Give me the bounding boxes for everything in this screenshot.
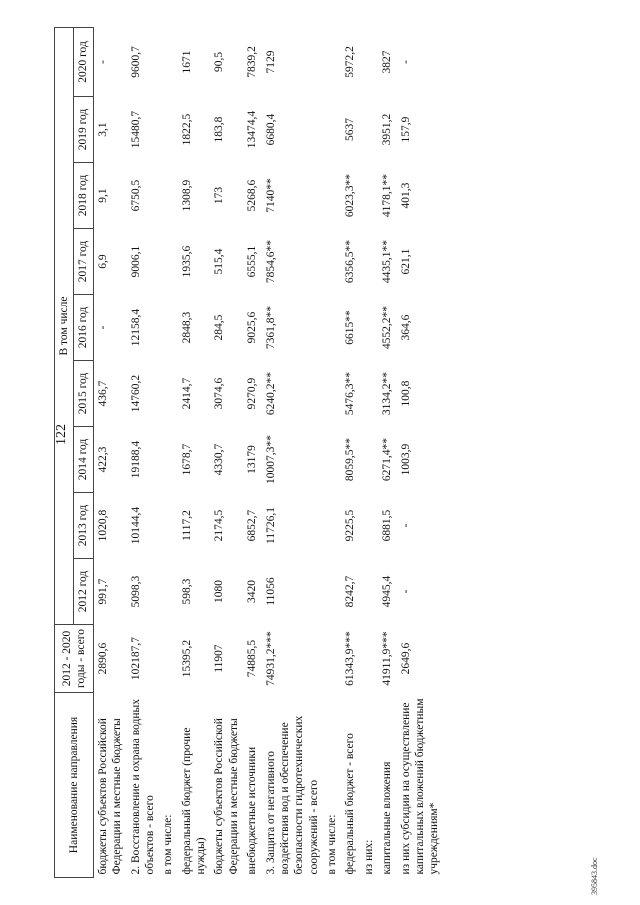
table-cell: 5268,6 [246, 179, 259, 212]
row-label: из них: [362, 839, 375, 875]
table-cell: 7854,6** [264, 239, 277, 284]
table-cell: 7129 [264, 50, 277, 74]
table-cell: 9,1 [96, 188, 109, 203]
table-cell: 3420 [246, 580, 259, 603]
table-cell [159, 163, 177, 229]
table-cell: 6680,4 [264, 113, 277, 146]
table-cell: 14760,2 [129, 374, 142, 413]
table-cell: 4435,1** [381, 239, 394, 284]
table-cell: 401,3 [399, 182, 412, 209]
row-label: бюджеты субъектов Российской Федерации и местные бюджеты [213, 718, 240, 875]
table-cell: - [399, 60, 412, 64]
document-code: 395843.doc [590, 857, 599, 895]
table-cell: 9025,6 [246, 311, 259, 344]
table-cell: 515,4 [213, 248, 226, 275]
table-cell: 6,9 [96, 254, 109, 269]
table-cell: 3074,6 [213, 377, 226, 410]
row-label: федеральный бюджет (прочие нужды) [180, 727, 207, 875]
table-cell: 2414,7 [180, 377, 193, 410]
table-cell [360, 493, 378, 559]
year-header-cell: 2013 год [74, 493, 93, 559]
year-header-cell: 2012 год [74, 559, 93, 625]
row-total: 102187,7 [129, 636, 142, 681]
rotated-table-container [54, 28, 594, 878]
row-total: 61343,9*** [344, 631, 357, 686]
table-cell: 6881,5 [381, 509, 394, 542]
table-cell [360, 97, 378, 163]
table-cell: 6750,5 [129, 179, 142, 212]
table-cell [159, 559, 177, 625]
table-cell: - [96, 325, 109, 330]
table-cell: 2848,3 [180, 311, 193, 344]
table-cell: 9270,9 [246, 377, 259, 410]
table-cell: 1080 [213, 580, 226, 603]
table-cell [360, 229, 378, 295]
table-cell: 8059,5** [344, 437, 357, 482]
table-header [55, 27, 94, 877]
table-cell [323, 163, 341, 229]
table-cell [159, 229, 177, 295]
table-cell [159, 27, 177, 96]
year-header-cell: 2017 год [74, 229, 93, 295]
table-row [210, 27, 243, 877]
table-cell: 11056 [264, 577, 277, 606]
table-cell [159, 361, 177, 427]
table-cell: - [399, 523, 412, 528]
table-cell: 5476,3** [344, 371, 357, 416]
table-cell: 4945,4 [381, 575, 394, 608]
table-cell: 157,9 [399, 116, 412, 143]
table-cell [360, 295, 378, 361]
table-row [323, 27, 341, 877]
table-cell: 19188,4 [129, 440, 142, 479]
table-cell: 5972,2 [344, 46, 357, 78]
table-cell: 173 [213, 186, 226, 205]
table-cell [159, 493, 177, 559]
table-cell: 621,1 [399, 248, 412, 275]
funding-table [54, 27, 444, 878]
table-cell [323, 27, 341, 96]
year-header-cell: 2018 год [74, 163, 93, 229]
table-cell: 8242,7 [344, 575, 357, 608]
table-cell: 3134,2** [381, 371, 394, 416]
row-total [360, 625, 378, 693]
row-label: в том числе: [162, 814, 175, 875]
table-cell: 436,7 [96, 380, 109, 407]
table-cell: 7839,2 [246, 46, 259, 78]
row-label: бюджеты субъектов Российской Федерации и местные бюджеты [96, 718, 124, 875]
table-cell [159, 97, 177, 163]
table-cell: 3951,2 [381, 113, 394, 146]
table-cell: 2174,5 [213, 509, 226, 542]
table-cell [360, 27, 378, 96]
page-number: 122 [54, 424, 69, 445]
table-row [127, 27, 160, 877]
table-cell [323, 493, 341, 559]
table-cell [360, 361, 378, 427]
table-cell: 284,5 [213, 314, 226, 341]
row-total: 11907 [213, 644, 226, 673]
table-cell: 10144,4 [129, 506, 142, 545]
table-cell: 183,8 [213, 116, 226, 143]
table-cell: 4330,7 [213, 443, 226, 476]
row-label: 3. Защита от негативного воздействия вод и обеспечение безопасности гидротехнических сооружений - всего [264, 715, 320, 875]
table-cell: 1308,9 [180, 179, 193, 212]
row-label: капитальные вложения [381, 761, 394, 875]
row-label: 2. Восстановление и охрана водных объектов - всего [129, 699, 156, 875]
table-cell: 1935,6 [180, 245, 193, 278]
row-total: 41911,9*** [381, 631, 394, 686]
table-cell: 991,7 [96, 578, 109, 605]
year-header-cell: 2015 год [74, 361, 93, 427]
table-cell: 1117,2 [180, 510, 193, 541]
table-cell: 11726,1 [264, 507, 277, 544]
row-total: 74885,5 [246, 639, 259, 678]
table-cell [323, 427, 341, 493]
table-cell [159, 427, 177, 493]
table-cell: 10007,3** [264, 435, 277, 484]
row-total: 74931,2*** [264, 631, 277, 686]
table-cell: 3,1 [96, 122, 109, 137]
table-cell: - [399, 589, 412, 594]
table-cell: 1678,7 [180, 443, 193, 476]
year-header-cell: 2014 год [74, 427, 93, 493]
table-cell [323, 229, 341, 295]
table-cell [360, 427, 378, 493]
table-cell: 100,8 [399, 380, 412, 407]
row-label: внебюджетные источники [246, 746, 259, 875]
table-row [159, 27, 177, 877]
header-direction: Наименование направления [55, 693, 94, 878]
table-cell: 364,6 [399, 314, 412, 341]
table-cell: 5637 [344, 118, 357, 141]
table-cell: 13474,4 [246, 110, 259, 149]
table-row [93, 27, 126, 877]
table-cell: 1003,9 [399, 443, 412, 476]
row-label: в том числе: [326, 814, 338, 875]
table-cell [360, 559, 378, 625]
table-cell: 6555,1 [246, 245, 259, 278]
table-cell [323, 97, 341, 163]
table-cell [159, 295, 177, 361]
table-row [360, 27, 378, 877]
table-cell: 6240,2** [264, 371, 277, 416]
table-cell [323, 295, 341, 361]
table-row [378, 27, 396, 877]
row-total: 15395,2 [180, 639, 193, 678]
table-cell: 6356,5** [344, 239, 357, 284]
table-row [397, 27, 444, 877]
table-cell [323, 361, 341, 427]
table-cell: 3827 [381, 50, 394, 74]
table-cell [323, 559, 341, 625]
row-label: федеральный бюджет - всего [344, 733, 357, 875]
table-cell: 7140** [264, 178, 277, 213]
table-row [341, 27, 359, 877]
year-header-cell: 2019 год [74, 97, 93, 163]
table-cell [360, 163, 378, 229]
table-row [262, 27, 324, 877]
table-cell: 5098,3 [129, 575, 142, 608]
table-cell: 15480,7 [129, 110, 142, 149]
row-total [323, 625, 341, 693]
table-row [178, 27, 211, 877]
table-row [243, 27, 261, 877]
table-cell: 1020,8 [96, 509, 109, 542]
row-total: 2890,6 [96, 642, 109, 675]
row-total: 2649,6 [399, 642, 412, 675]
table-body [93, 27, 443, 877]
table-cell: 90,5 [213, 51, 226, 73]
year-header-cell: 2016 год [74, 295, 93, 361]
table-cell: 6271,4** [381, 437, 394, 482]
header-total: 2012 - 2020 годы - всего [55, 625, 94, 693]
table-cell: 1671 [180, 50, 193, 74]
table-cell: 9600,7 [129, 46, 142, 78]
table-cell: 4552,2** [381, 305, 394, 350]
row-label: из них субсидии на осуществление капитальных вложений бюджетным учреждениям* [399, 698, 441, 875]
table-cell: 13179 [246, 445, 259, 474]
table-cell: 9225,5 [344, 509, 357, 542]
table-cell: 1822,5 [180, 113, 193, 146]
table-cell: 9006,1 [129, 245, 142, 278]
table-cell: 598,3 [180, 578, 193, 605]
row-total [159, 625, 177, 693]
table-cell: - [96, 60, 109, 64]
year-header-cell: 2020 год [74, 27, 93, 96]
header-including: В том числе [55, 27, 74, 624]
table-cell: 12158,4 [129, 308, 142, 347]
table-cell: 4178,1** [381, 173, 394, 218]
table-cell: 7361,8** [264, 305, 277, 350]
table-cell: 422,3 [96, 446, 109, 473]
table-cell: 6023,3** [344, 173, 357, 218]
table-cell: 6852,7 [246, 509, 259, 542]
table-cell: 6615** [344, 310, 357, 345]
